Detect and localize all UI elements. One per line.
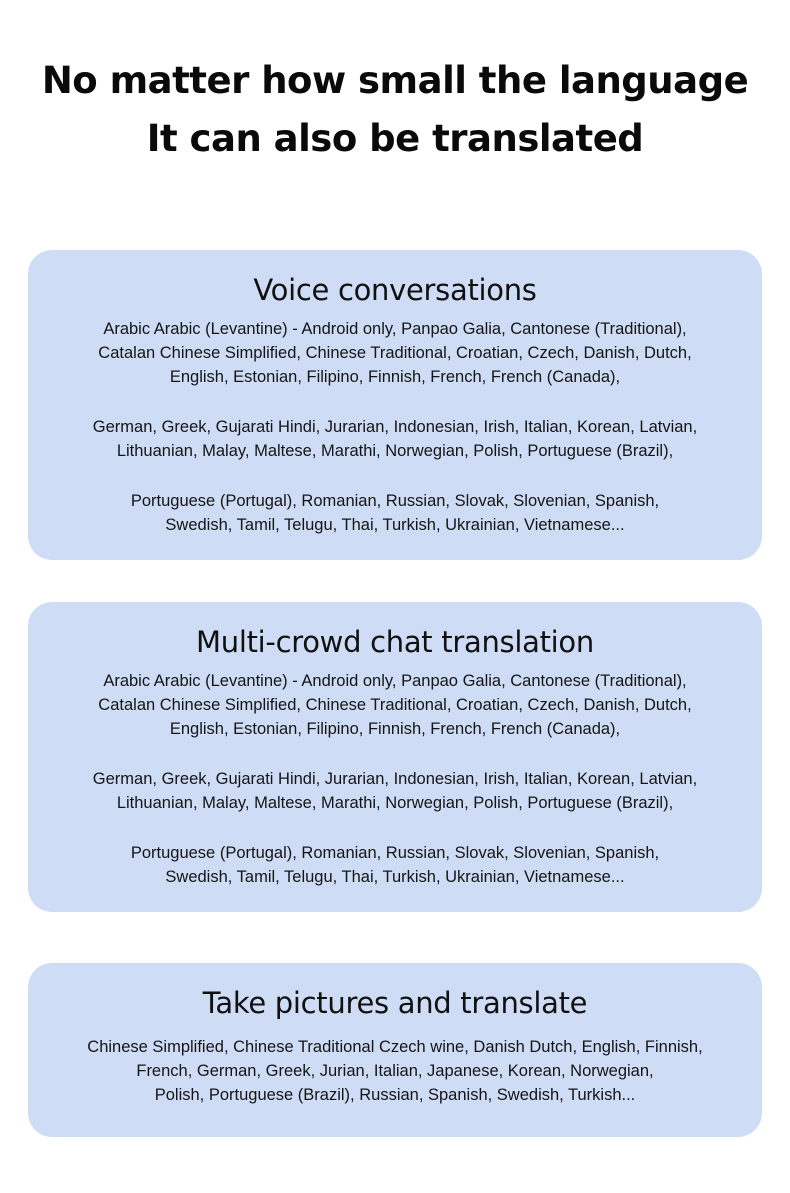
language-line: Portuguese (Portugal), Romanian, Russian, Slovak, Slovenian, Spanish, — [130, 492, 660, 510]
language-paragraph — [28, 489, 762, 537]
language-line: Swedish, Tamil, Telugu, Thai, Turkish, Ukrainian, Vietnamese... — [165, 516, 625, 534]
language-line: French, German, Greek, Jurian, Italian, Japanese, Korean, Norwegian, — [136, 1062, 654, 1080]
language-line: English, Estonian, Filipino, Finnish, French, French (Canada), — [169, 720, 621, 738]
page-headline — [0, 52, 790, 168]
card-title: Multi-crowd chat translation — [196, 625, 594, 659]
language-line: Arabic Arabic (Levantine) - Android only, Panpao Galia, Cantonese (Traditional), — [103, 320, 687, 338]
voice-conversations-card — [28, 250, 762, 560]
language-line: Swedish, Tamil, Telugu, Thai, Turkish, Ukrainian, Vietnamese... — [165, 868, 625, 886]
multi-crowd-chat-card — [28, 602, 762, 912]
language-line: Portuguese (Portugal), Romanian, Russian, Slovak, Slovenian, Spanish, — [130, 844, 660, 862]
language-paragraph — [28, 669, 762, 741]
headline-line-1: No matter how small the language — [41, 59, 749, 102]
language-line: Catalan Chinese Simplified, Chinese Traditional, Croatian, Czech, Danish, Dutch, — [98, 344, 692, 362]
language-paragraph — [28, 767, 762, 815]
language-line: Lithuanian, Malay, Maltese, Marathi, Norwegian, Polish, Portuguese (Brazil), — [116, 442, 674, 460]
language-line: German, Greek, Gujarati Hindi, Jurarian, Indonesian, Irish, Italian, Korean, Latvian, — [92, 770, 698, 788]
language-paragraph — [28, 415, 762, 463]
take-pictures-card — [28, 963, 762, 1137]
language-line: Lithuanian, Malay, Maltese, Marathi, Norwegian, Polish, Portuguese (Brazil), — [116, 794, 674, 812]
language-line: Catalan Chinese Simplified, Chinese Traditional, Croatian, Czech, Danish, Dutch, — [98, 696, 692, 714]
language-paragraph — [28, 841, 762, 889]
language-paragraph — [28, 1035, 762, 1107]
language-line: Arabic Arabic (Levantine) - Android only, Panpao Galia, Cantonese (Traditional), — [103, 672, 687, 690]
card-title: Take pictures and translate — [202, 986, 588, 1020]
language-line: English, Estonian, Filipino, Finnish, French, French (Canada), — [169, 368, 621, 386]
headline-line-2: It can also be translated — [146, 117, 644, 160]
language-line: Polish, Portuguese (Brazil), Russian, Spanish, Swedish, Turkish... — [154, 1086, 636, 1104]
language-paragraph — [28, 317, 762, 389]
card-title: Voice conversations — [253, 273, 537, 307]
language-line: German, Greek, Gujarati Hindi, Jurarian, Indonesian, Irish, Italian, Korean, Latvian, — [92, 418, 698, 436]
language-line: Chinese Simplified, Chinese Traditional Czech wine, Danish Dutch, English, Finnish, — [87, 1038, 703, 1056]
